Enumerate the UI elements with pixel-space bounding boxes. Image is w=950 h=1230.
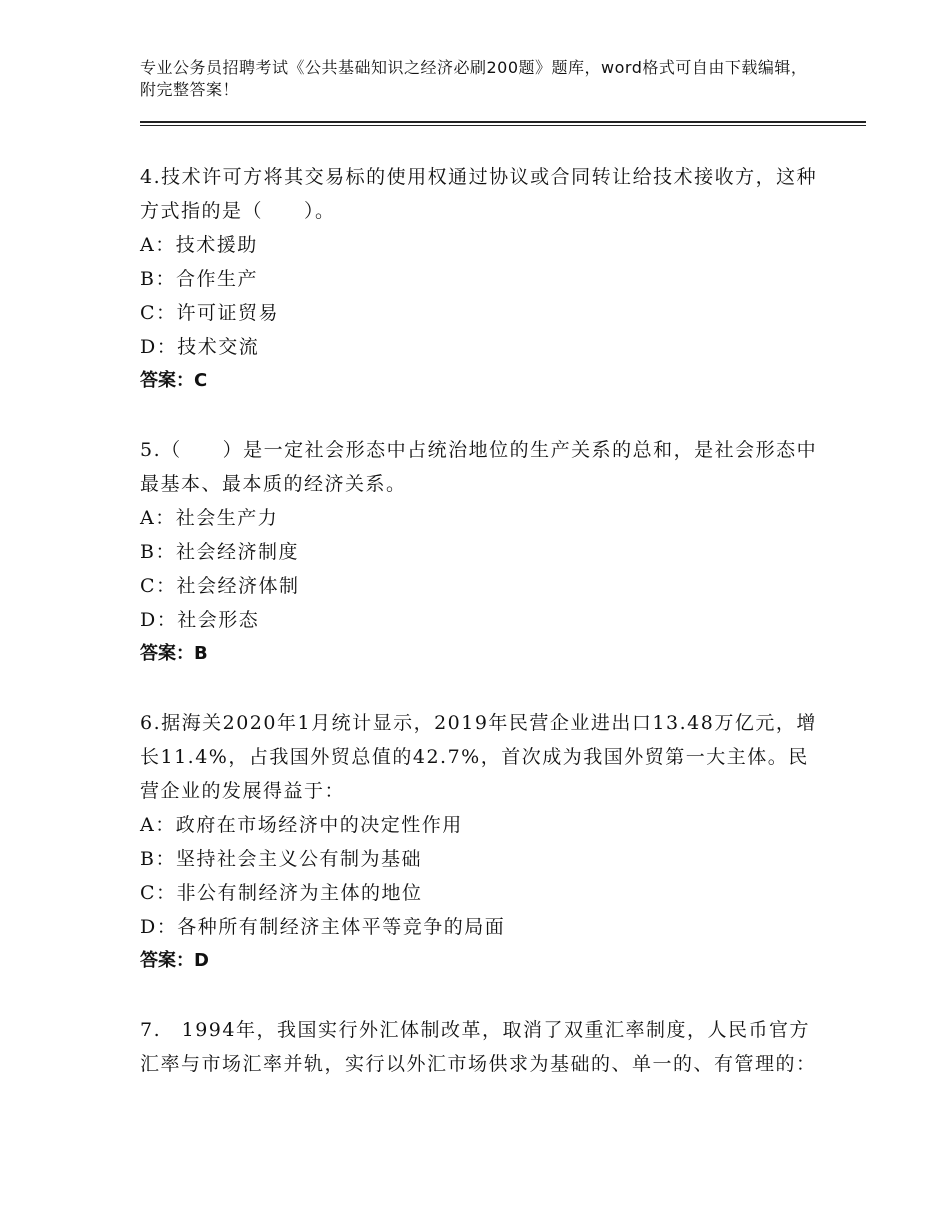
header-rule-thin (140, 125, 866, 126)
question-5 (140, 433, 820, 671)
question-list (140, 160, 820, 1081)
option-a: A：技术援助 (140, 234, 258, 256)
question-text: 7. 1994年，我国实行外汇体制改革，取消了双重汇率制度，人民币官方汇率与市场汇率并轨，实行以外汇市场供求为基础的、单一的、有管理的： (140, 1019, 817, 1075)
option-c: C：非公有制经济为主体的地位 (140, 882, 423, 904)
option-c: C：社会经济体制 (140, 575, 300, 597)
answer: 答案：B (140, 643, 208, 664)
question-6 (140, 706, 820, 978)
option-a: A：社会生产力 (140, 507, 279, 529)
answer: 答案：C (140, 370, 208, 391)
question-text: 4.技术许可方将其交易标的使用权通过协议或合同转让给技术接收方，这种方式指的是（ ）。 (140, 166, 818, 222)
option-a: A：政府在市场经济中的决定性作用 (140, 814, 463, 836)
option-b: B：合作生产 (140, 268, 258, 290)
document-header: 专业公务员招聘考试《公共基础知识之经济必刷200题》题库，word格式可自由下载编辑，附完整答案！ (140, 58, 808, 99)
question-text: 5.（ ）是一定社会形态中占统治地位的生产关系的总和，是社会形态中最基本、最本质的经济关系。 (140, 439, 818, 495)
option-b: B：社会经济制度 (140, 541, 299, 563)
question-text: 6.据海关2020年1月统计显示，2019年民营企业进出口13.48万亿元，增长11.4%，占我国外贸总值的42.7%，首次成为我国外贸第一大主体。民营企业的发展得益于： (140, 712, 817, 802)
option-d: D：技术交流 (140, 336, 260, 358)
answer: 答案：D (140, 950, 209, 971)
option-d: D：各种所有制经济主体平等竞争的局面 (140, 916, 506, 938)
question-4 (140, 160, 820, 398)
option-d: D：社会形态 (140, 609, 260, 631)
question-7 (140, 1013, 820, 1081)
option-c: C：许可证贸易 (140, 302, 280, 324)
option-b: B：坚持社会主义公有制为基础 (140, 848, 422, 870)
header-rule (140, 121, 866, 123)
